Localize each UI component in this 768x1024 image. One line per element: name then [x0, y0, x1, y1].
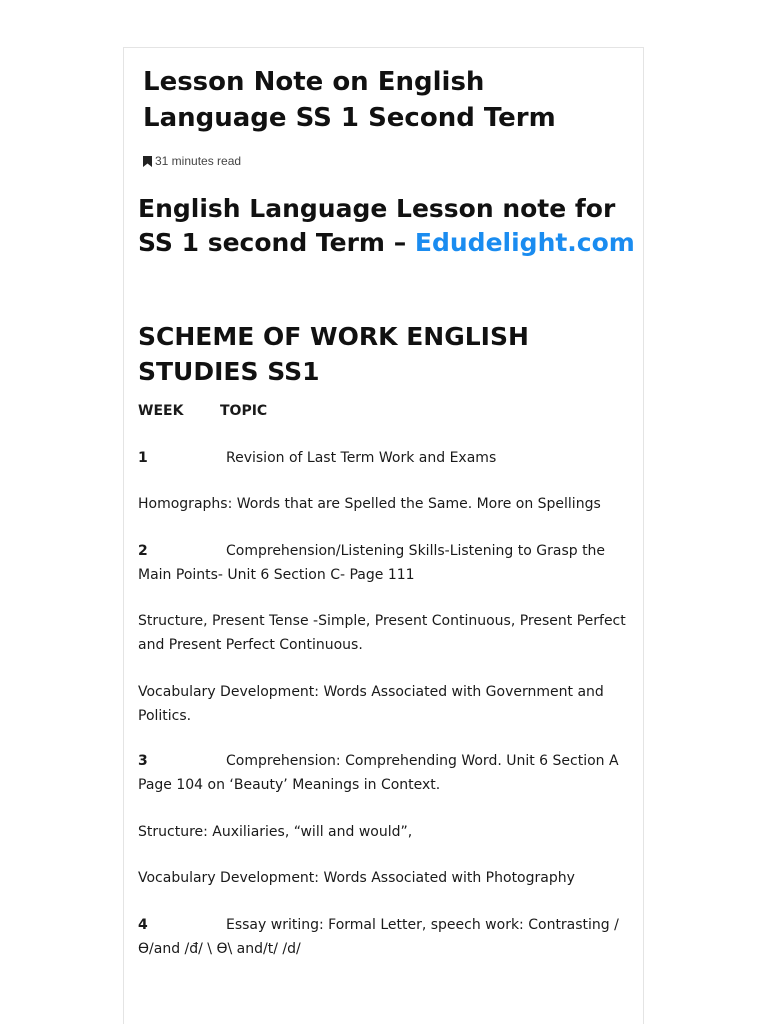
topic-text: Comprehension: Comprehending Word. Unit 6 Section A Page 104 on ‘Beauty’ Meanings in Context. — [138, 753, 619, 793]
topic-text: Vocabulary Development: Words Associated with Government and Politics. — [138, 684, 604, 724]
page-title: Lesson Note on English Language SS 1 Second Term — [143, 67, 556, 133]
bookmark-icon — [143, 156, 152, 167]
topic-text: Vocabulary Development: Words Associated with Photography — [138, 870, 575, 886]
scheme-heading: SCHEME OF WORK ENGLISH STUDIES SS1 — [138, 322, 529, 386]
week-column-header: WEEK — [138, 403, 184, 419]
topic-text: Revision of Last Term Work and Exams — [226, 450, 497, 466]
table-header — [138, 399, 628, 423]
article-heading — [138, 192, 638, 260]
list-item — [138, 539, 628, 587]
topic-text: Structure: Auxiliaries, “will and would”, — [138, 824, 413, 840]
topic-text: Essay writing: Formal Letter, speech work: Contrasting / Ɵ/and /đ/ \ Ɵ\ and/t/ /d/ — [138, 917, 619, 957]
list-item — [138, 680, 628, 728]
list-item — [138, 913, 628, 961]
topic-text: Homographs: Words that are Spelled the Same. More on Spellings — [138, 496, 601, 512]
edudelight-link[interactable]: Edudelight.com — [414, 228, 635, 257]
article-heading-text: English Language Lesson note for SS 1 second Term – — [138, 194, 616, 257]
week-number: 1 — [138, 450, 148, 466]
list-item — [138, 820, 628, 844]
topic-text: Comprehension/Listening Skills-Listening to Grasp the Main Points- Unit 6 Section C- Page 111 — [138, 543, 606, 583]
topic-text: Structure, Present Tense -Simple, Present Continuous, Present Perfect and Present Perfect Continuous. — [138, 613, 626, 653]
read-time — [143, 153, 241, 169]
week-number: 2 — [138, 543, 148, 559]
week-number: 4 — [138, 917, 148, 933]
list-item — [138, 749, 628, 797]
list-item — [138, 866, 628, 890]
list-item — [138, 609, 628, 657]
list-item — [138, 446, 628, 470]
topic-column-header: TOPIC — [220, 403, 268, 419]
list-item — [138, 492, 628, 516]
week-number: 3 — [138, 753, 148, 769]
read-time-text: 31 minutes read — [155, 154, 242, 168]
